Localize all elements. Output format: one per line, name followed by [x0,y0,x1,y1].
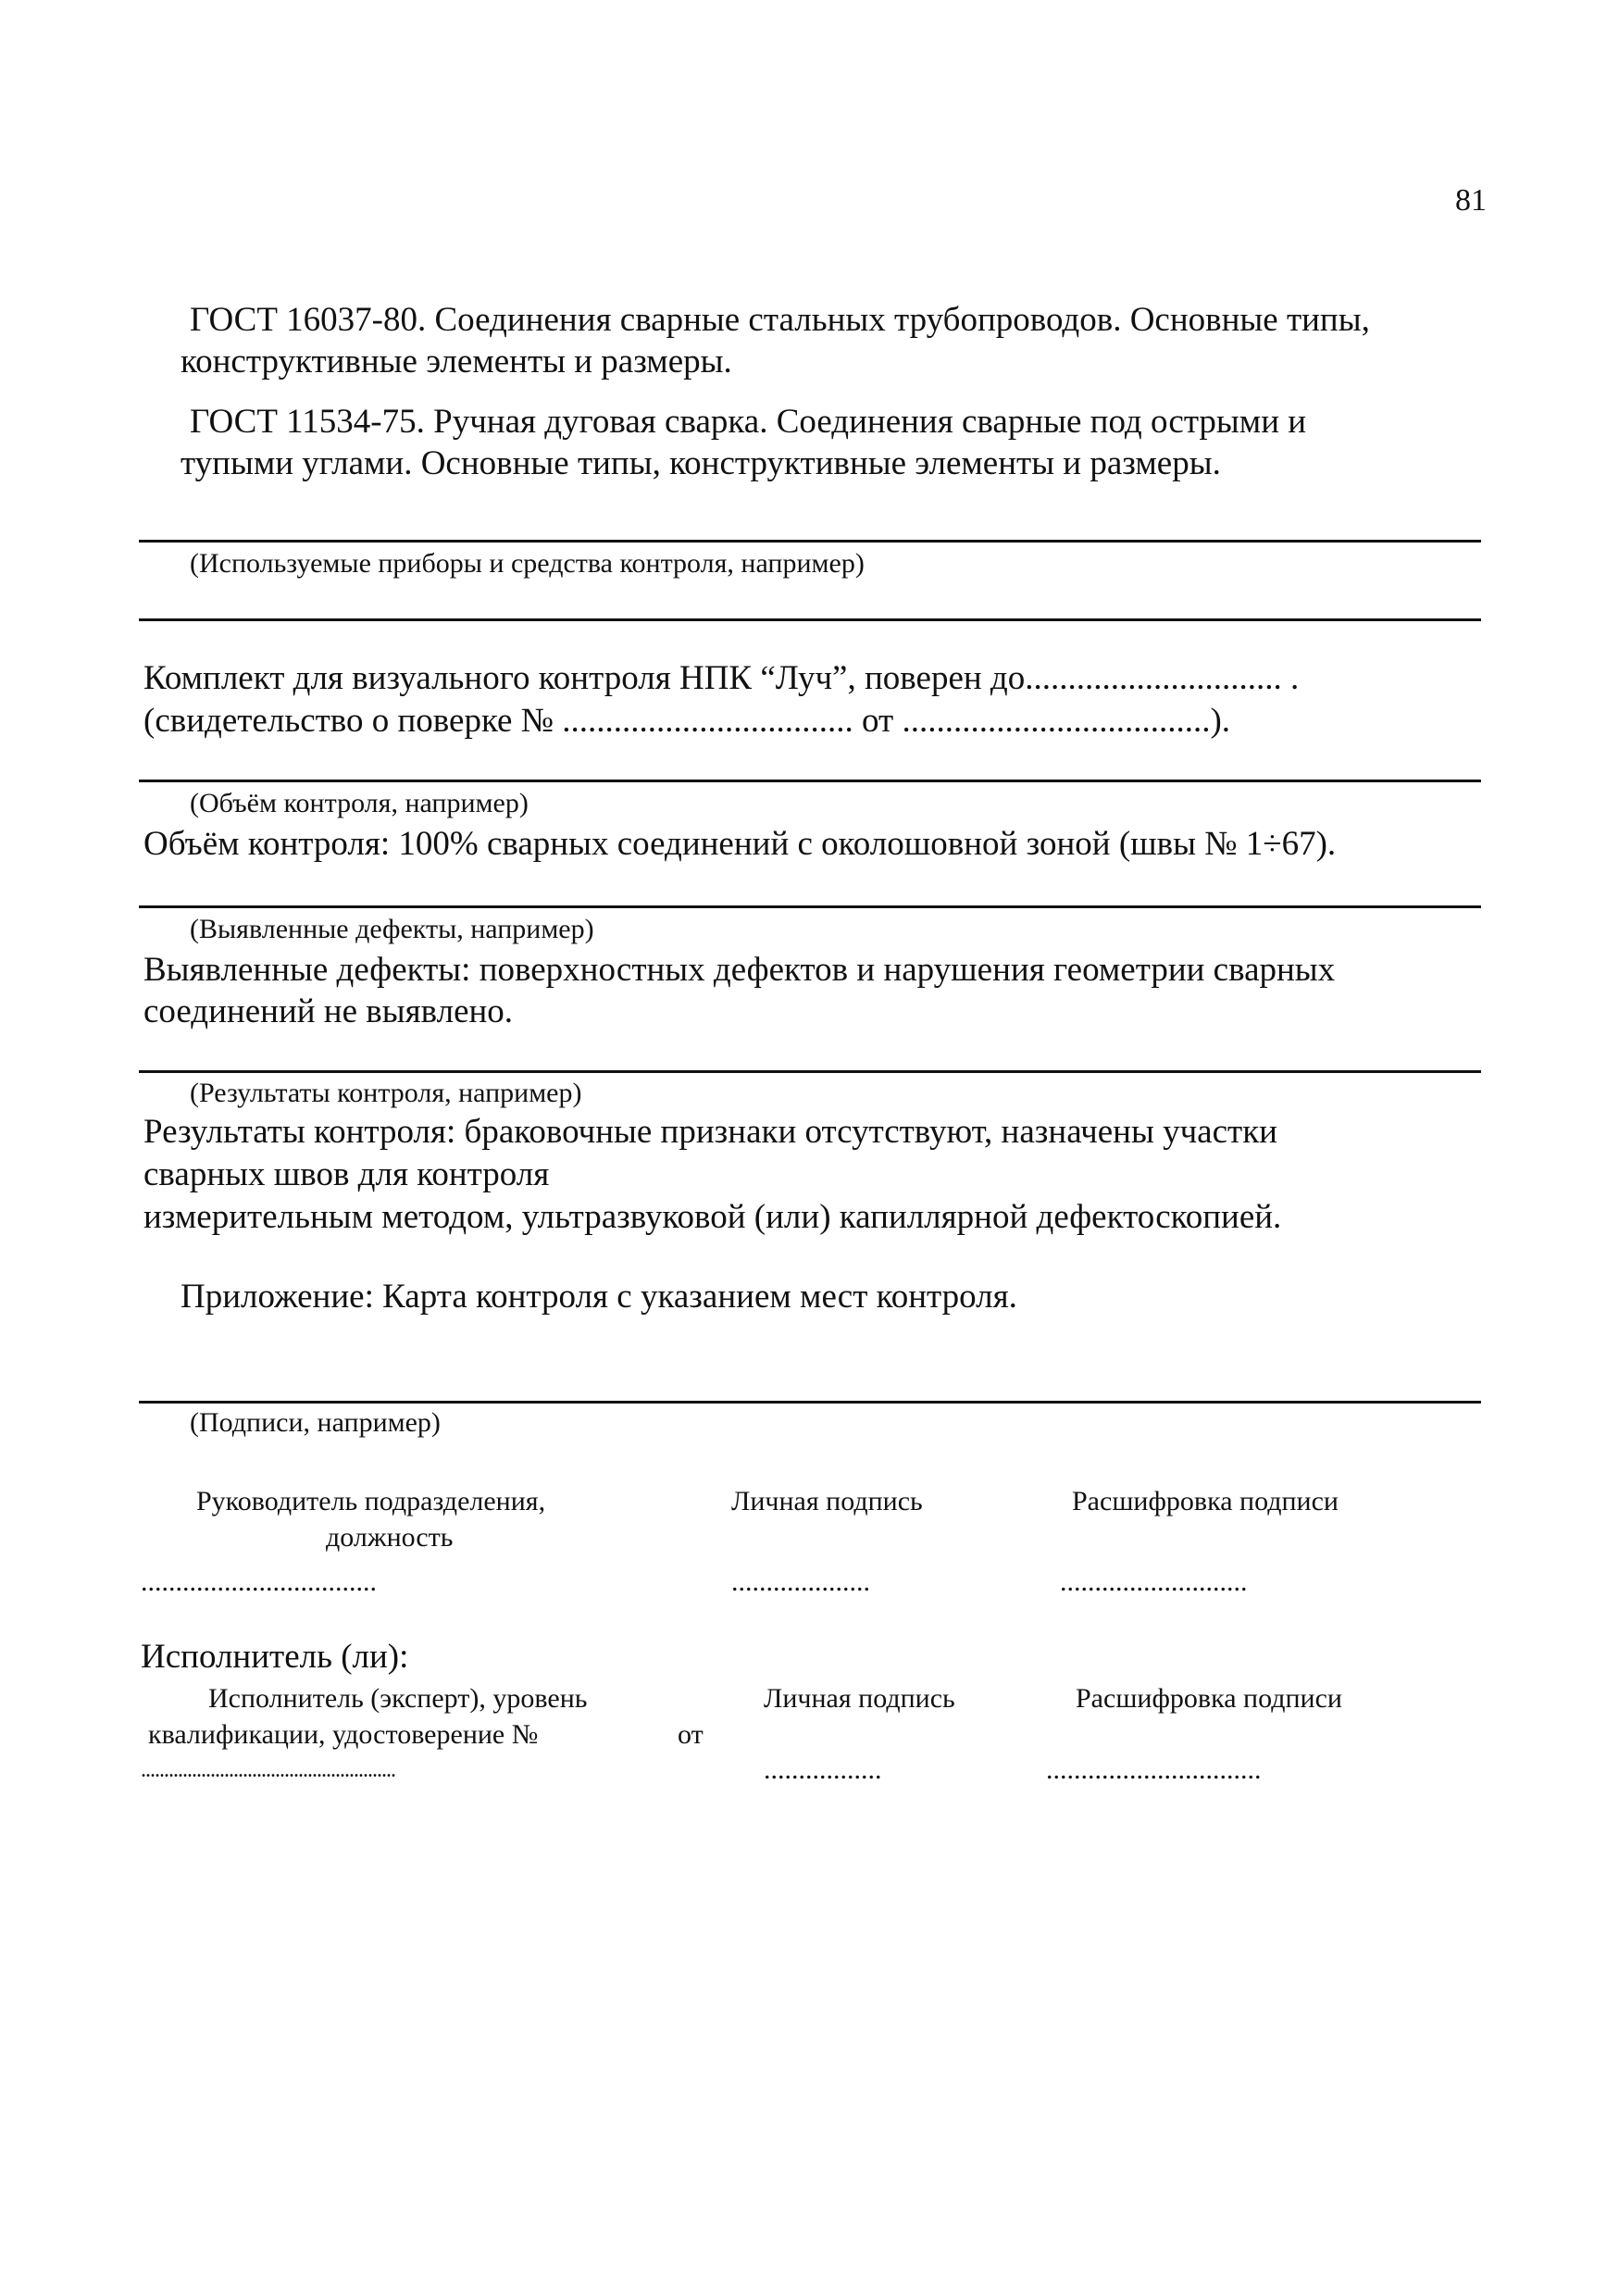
signatures-caption: (Подписи, например) [190,1407,441,1438]
head-role-line-2: должность [326,1522,454,1553]
standard-2-line-1: ГОСТ 11534-75. Ручная дуговая сварка. Соединения сварные под острыми и [190,403,1307,441]
results-line-1: Результаты контроля: браковочные признаки отсутствуют, назначены участки [143,1113,1277,1151]
results-rule [139,1070,1481,1073]
defects-line-2: соединений не выявлено. [143,992,514,1030]
executor-from-label: от [678,1719,704,1750]
page-number: 81 [1455,183,1487,218]
standard-2-line-2: тупыми углами. Основные типы, конструктивные элементы и размеры. [181,444,1221,482]
scope-caption: (Объём контроля, например) [190,788,529,818]
head-decode-label: Расшифровка подписи [1072,1486,1339,1516]
executor-signature-label: Личная подпись [764,1683,955,1714]
standard-1-line-1: ГОСТ 16037-80. Соединения сварные стальных трубопроводов. Основные типы, [190,301,1370,339]
appendix-text: Приложение: Карта контроля с указанием мест контроля. [181,1278,1017,1316]
standard-1-line-2: конструктивные элементы и размеры. [181,343,732,381]
head-role-dots: .................................. [141,1566,377,1597]
instruments-rule-bottom [139,618,1481,621]
defects-rule [139,905,1481,908]
executor-role-line-1: Исполнитель (эксперт), уровень [208,1683,588,1714]
results-caption: (Результаты контроля, например) [190,1078,582,1108]
executor-signature-dots: ................. [764,1754,882,1785]
defects-line-1: Выявленные дефекты: поверхностных дефектов и нарушения геометрии сварных [143,951,1336,989]
instruments-line-2: (свидетельство о поверке № .................................. от ....................................). [143,702,1231,740]
defects-caption: (Выявленные дефекты, например) [190,914,594,944]
head-role-line-1: Руководитель подразделения, [196,1486,546,1516]
results-line-2: сварных швов для контроля [143,1155,550,1193]
instruments-line-1: Комплект для визуального контроля НПК “Луч”, поверен до.............................. . [143,659,1300,697]
scope-rule [139,780,1481,782]
executor-decode-dots: ............................... [1046,1754,1262,1785]
head-signature-label: Личная подпись [731,1486,923,1516]
instruments-caption: (Используемые приборы и средства контроля, например) [190,548,865,579]
results-line-3: измерительным методом, ультразвуковой (или) капиллярной дефектоскопией. [143,1198,1282,1236]
instruments-rule-top [139,540,1481,543]
executor-title: Исполнитель (ли): [141,1638,409,1676]
executor-role-dots: ....................................................... [141,1758,395,1782]
executor-decode-label: Расшифровка подписи [1076,1683,1342,1714]
executor-role-line-2: квалификации, удостоверение № [148,1719,539,1750]
head-signature-dots: .................... [731,1566,870,1597]
scope-text: Объём контроля: 100% сварных соединений с околошовной зоной (швы № 1÷67). [143,825,1337,863]
signatures-rule [139,1401,1481,1404]
head-decode-dots: ........................... [1060,1566,1248,1597]
